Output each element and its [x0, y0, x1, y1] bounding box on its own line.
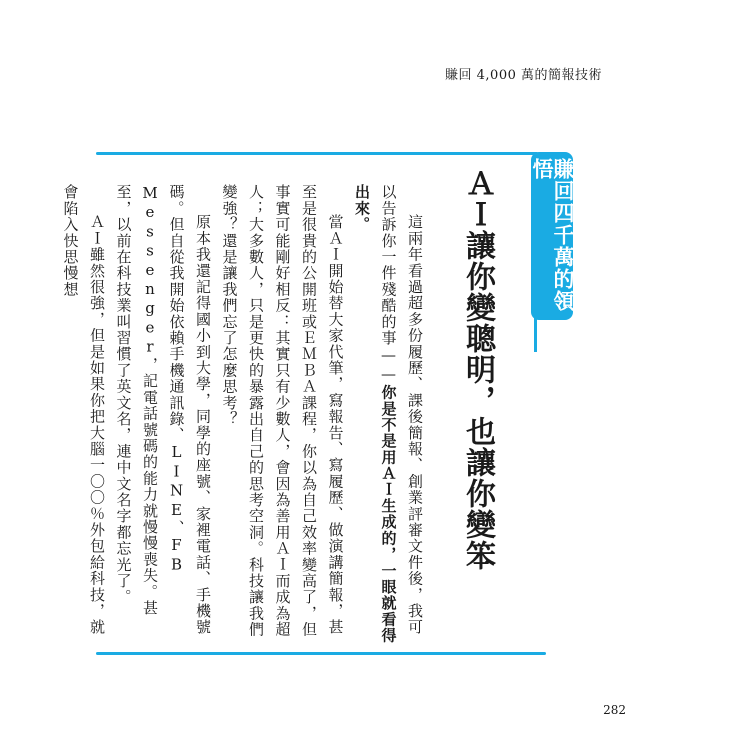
paragraph-1-bold: 你是不是用ＡＩ生成的，一眼就看得出來。: [353, 184, 398, 644]
paragraph-2: 當ＡＩ開始替大家代筆，寫報告、寫履歷、做演講簡報，甚至是很貴的公開班或ＥＭＢＡ課程，你以為自己效率變高了，但事實可能剛好相反：其實只有少數人，會因為善用ＡＩ而成為超人；大多數人，只是更快的暴露出自己的思考空洞。科技讓我們變強？還是讓我們忘了怎麼思考？: [220, 184, 345, 638]
page-number: 282: [603, 703, 626, 717]
paragraph-1: [349, 184, 429, 644]
paragraph-3: 原本我還記得國小到大學，同學的座號、家裡電話、手機號碼。但自從我開始依賴手機通訊錄、LINE、FB Messenger，記電話號碼的能力就慢慢喪失。甚至，以前在科技業叫習慣了英文名，連中文名字都忘光了。: [114, 184, 212, 636]
frame-bottom-border: [96, 652, 546, 655]
paragraph-4: ＡＩ雖然很強，但是如果你把大腦一〇〇％外包給科技，就會陷入快思慢想: [61, 184, 106, 636]
side-tab-label: 賺回四千萬的領悟: [530, 158, 575, 312]
frame-top-border: [96, 152, 538, 155]
body-text: [57, 184, 428, 644]
running-header: 賺回 4,000 萬的簡報技術: [445, 68, 602, 83]
section-heading: ＡＩ讓你變聰明，也讓你變笨: [460, 168, 495, 571]
side-tab: [531, 152, 573, 320]
paragraph-1-text: 這兩年看過超多份履歷、課後簡報、創業評審文件後，我可以告訴你一件殘酷的事——: [379, 184, 424, 636]
